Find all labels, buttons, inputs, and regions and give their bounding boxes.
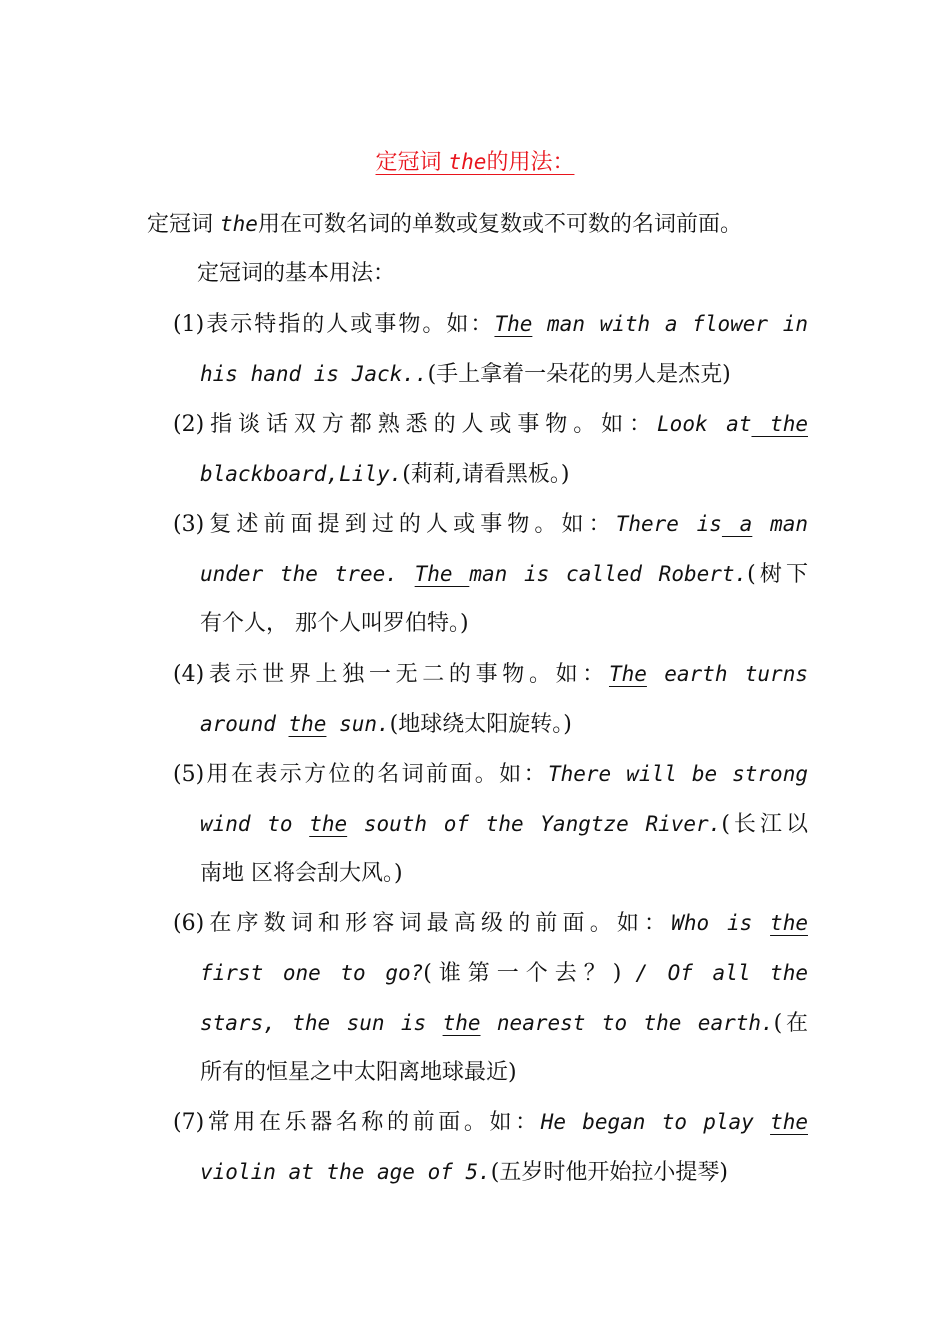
- item-1-line-1: [173, 309, 808, 340]
- item-description: 指谈话双方都熟悉的人或事物。如：: [204, 412, 658, 437]
- item-description: 表示世界上独一无二的事物。如：: [204, 662, 609, 687]
- example-underlined: the: [770, 911, 808, 935]
- item-3-line-3: [200, 609, 469, 639]
- item-7-line-2: [200, 1157, 728, 1188]
- item-5-line-2: [200, 809, 808, 840]
- translation: (长江以: [721, 812, 808, 837]
- example-text: earth turns: [646, 662, 808, 686]
- example-underlined: The: [414, 562, 470, 586]
- translation: 所有的恒星之中太阳离地球最近): [200, 1060, 517, 1085]
- translation: (谁第一个去？): [423, 961, 636, 986]
- example-underlined: the: [442, 1011, 481, 1035]
- example-underlined: the: [288, 712, 327, 736]
- title-underlined-text: [376, 150, 575, 175]
- title-suffix: 的用法：: [486, 150, 575, 175]
- example-text: his hand is Jack..: [200, 362, 428, 386]
- item-number: (2): [173, 412, 205, 437]
- item-description: 复述前面提到过的人或事物。如：: [204, 512, 616, 537]
- example-text: man: [752, 512, 808, 536]
- item-1-line-2: [200, 359, 731, 390]
- item-number: (7): [173, 1110, 205, 1135]
- translation: (手上拿着一朵花的男人是杰克): [427, 362, 731, 387]
- example-underlined: The: [608, 662, 647, 686]
- example-underlined: a: [721, 512, 753, 536]
- example-underlined: the: [751, 412, 808, 436]
- item-4-line-2: [200, 709, 572, 740]
- example-text: There is: [615, 512, 722, 536]
- translation: (莉莉,请看黑板。): [402, 462, 570, 487]
- translation: 南地 区将会刮大风。): [200, 861, 403, 886]
- basic-usage-heading: 定冠词的基本用法：: [197, 261, 396, 286]
- item-description: 表示特指的人或事物。如：: [204, 312, 495, 337]
- example-text: blackboard,Lily.: [200, 462, 403, 486]
- item-3-line-2: [200, 559, 808, 590]
- item-5-line-1: [173, 759, 808, 790]
- item-description: 在序数词和形容词最高级的前面。如：: [204, 911, 672, 936]
- example-text: sun.: [326, 712, 390, 736]
- example-underlined: the: [770, 1110, 808, 1134]
- item-6-line-3: [200, 1008, 808, 1039]
- page-title: [0, 147, 950, 178]
- item-6-line-2: [200, 958, 808, 989]
- example-text: man with a flower in: [532, 312, 808, 336]
- item-2-line-1: [173, 409, 808, 440]
- item-4-line-1: [173, 659, 808, 690]
- item-2-line-2: [200, 459, 569, 490]
- item-description: 常用在乐器名称的前面。如：: [204, 1110, 541, 1135]
- example-text: violin at the age of 5.: [200, 1160, 491, 1184]
- title-word: the: [448, 150, 487, 174]
- translation: (地球绕太阳旋转。): [389, 712, 572, 737]
- example-underlined: the: [309, 812, 348, 836]
- intro-paragraph: [147, 209, 742, 240]
- item-number: (3): [173, 512, 205, 537]
- example-text: stars, the sun is: [200, 1011, 443, 1035]
- translation: 有个人， 那个人叫罗伯特。): [200, 611, 469, 636]
- item-7-line-1: [173, 1107, 808, 1138]
- item-number: (5): [173, 762, 205, 787]
- item-number: (6): [173, 911, 205, 936]
- intro-prefix: 定冠词: [147, 212, 220, 237]
- example-text: around: [200, 712, 289, 736]
- example-text: / Of all the: [635, 961, 808, 985]
- example-text: nearest to the earth.: [480, 1011, 774, 1035]
- intro-suffix: 用在可数名词的单数或复数或不可数的名词前面。: [257, 212, 742, 237]
- intro-word: the: [220, 212, 258, 236]
- example-text: south of the Yangtze River.: [347, 812, 722, 836]
- title-prefix: 定冠词: [375, 150, 449, 175]
- example-text: under the tree.: [200, 562, 415, 586]
- example-text: Look at: [657, 412, 752, 436]
- item-3-line-1: [173, 509, 808, 540]
- example-text: There will be strong: [547, 762, 808, 786]
- example-text: first one to go?: [200, 961, 424, 985]
- item-description: 用在表示方位的名词前面。如：: [204, 762, 548, 787]
- example-text: Who is: [671, 911, 771, 935]
- item-6-line-1: [173, 908, 808, 939]
- item-5-line-3: [200, 859, 403, 889]
- item-number: (1): [173, 312, 205, 337]
- translation: (五岁时他开始拉小提琴): [490, 1160, 728, 1185]
- example-text: He began to play: [540, 1110, 771, 1134]
- item-6-line-4: [200, 1058, 517, 1088]
- example-text: man is called Robert.: [469, 562, 748, 586]
- example-underlined: The: [494, 312, 533, 336]
- translation: (在: [773, 1011, 808, 1036]
- translation: (树下: [747, 562, 808, 587]
- item-number: (4): [173, 662, 205, 687]
- example-text: wind to: [200, 812, 310, 836]
